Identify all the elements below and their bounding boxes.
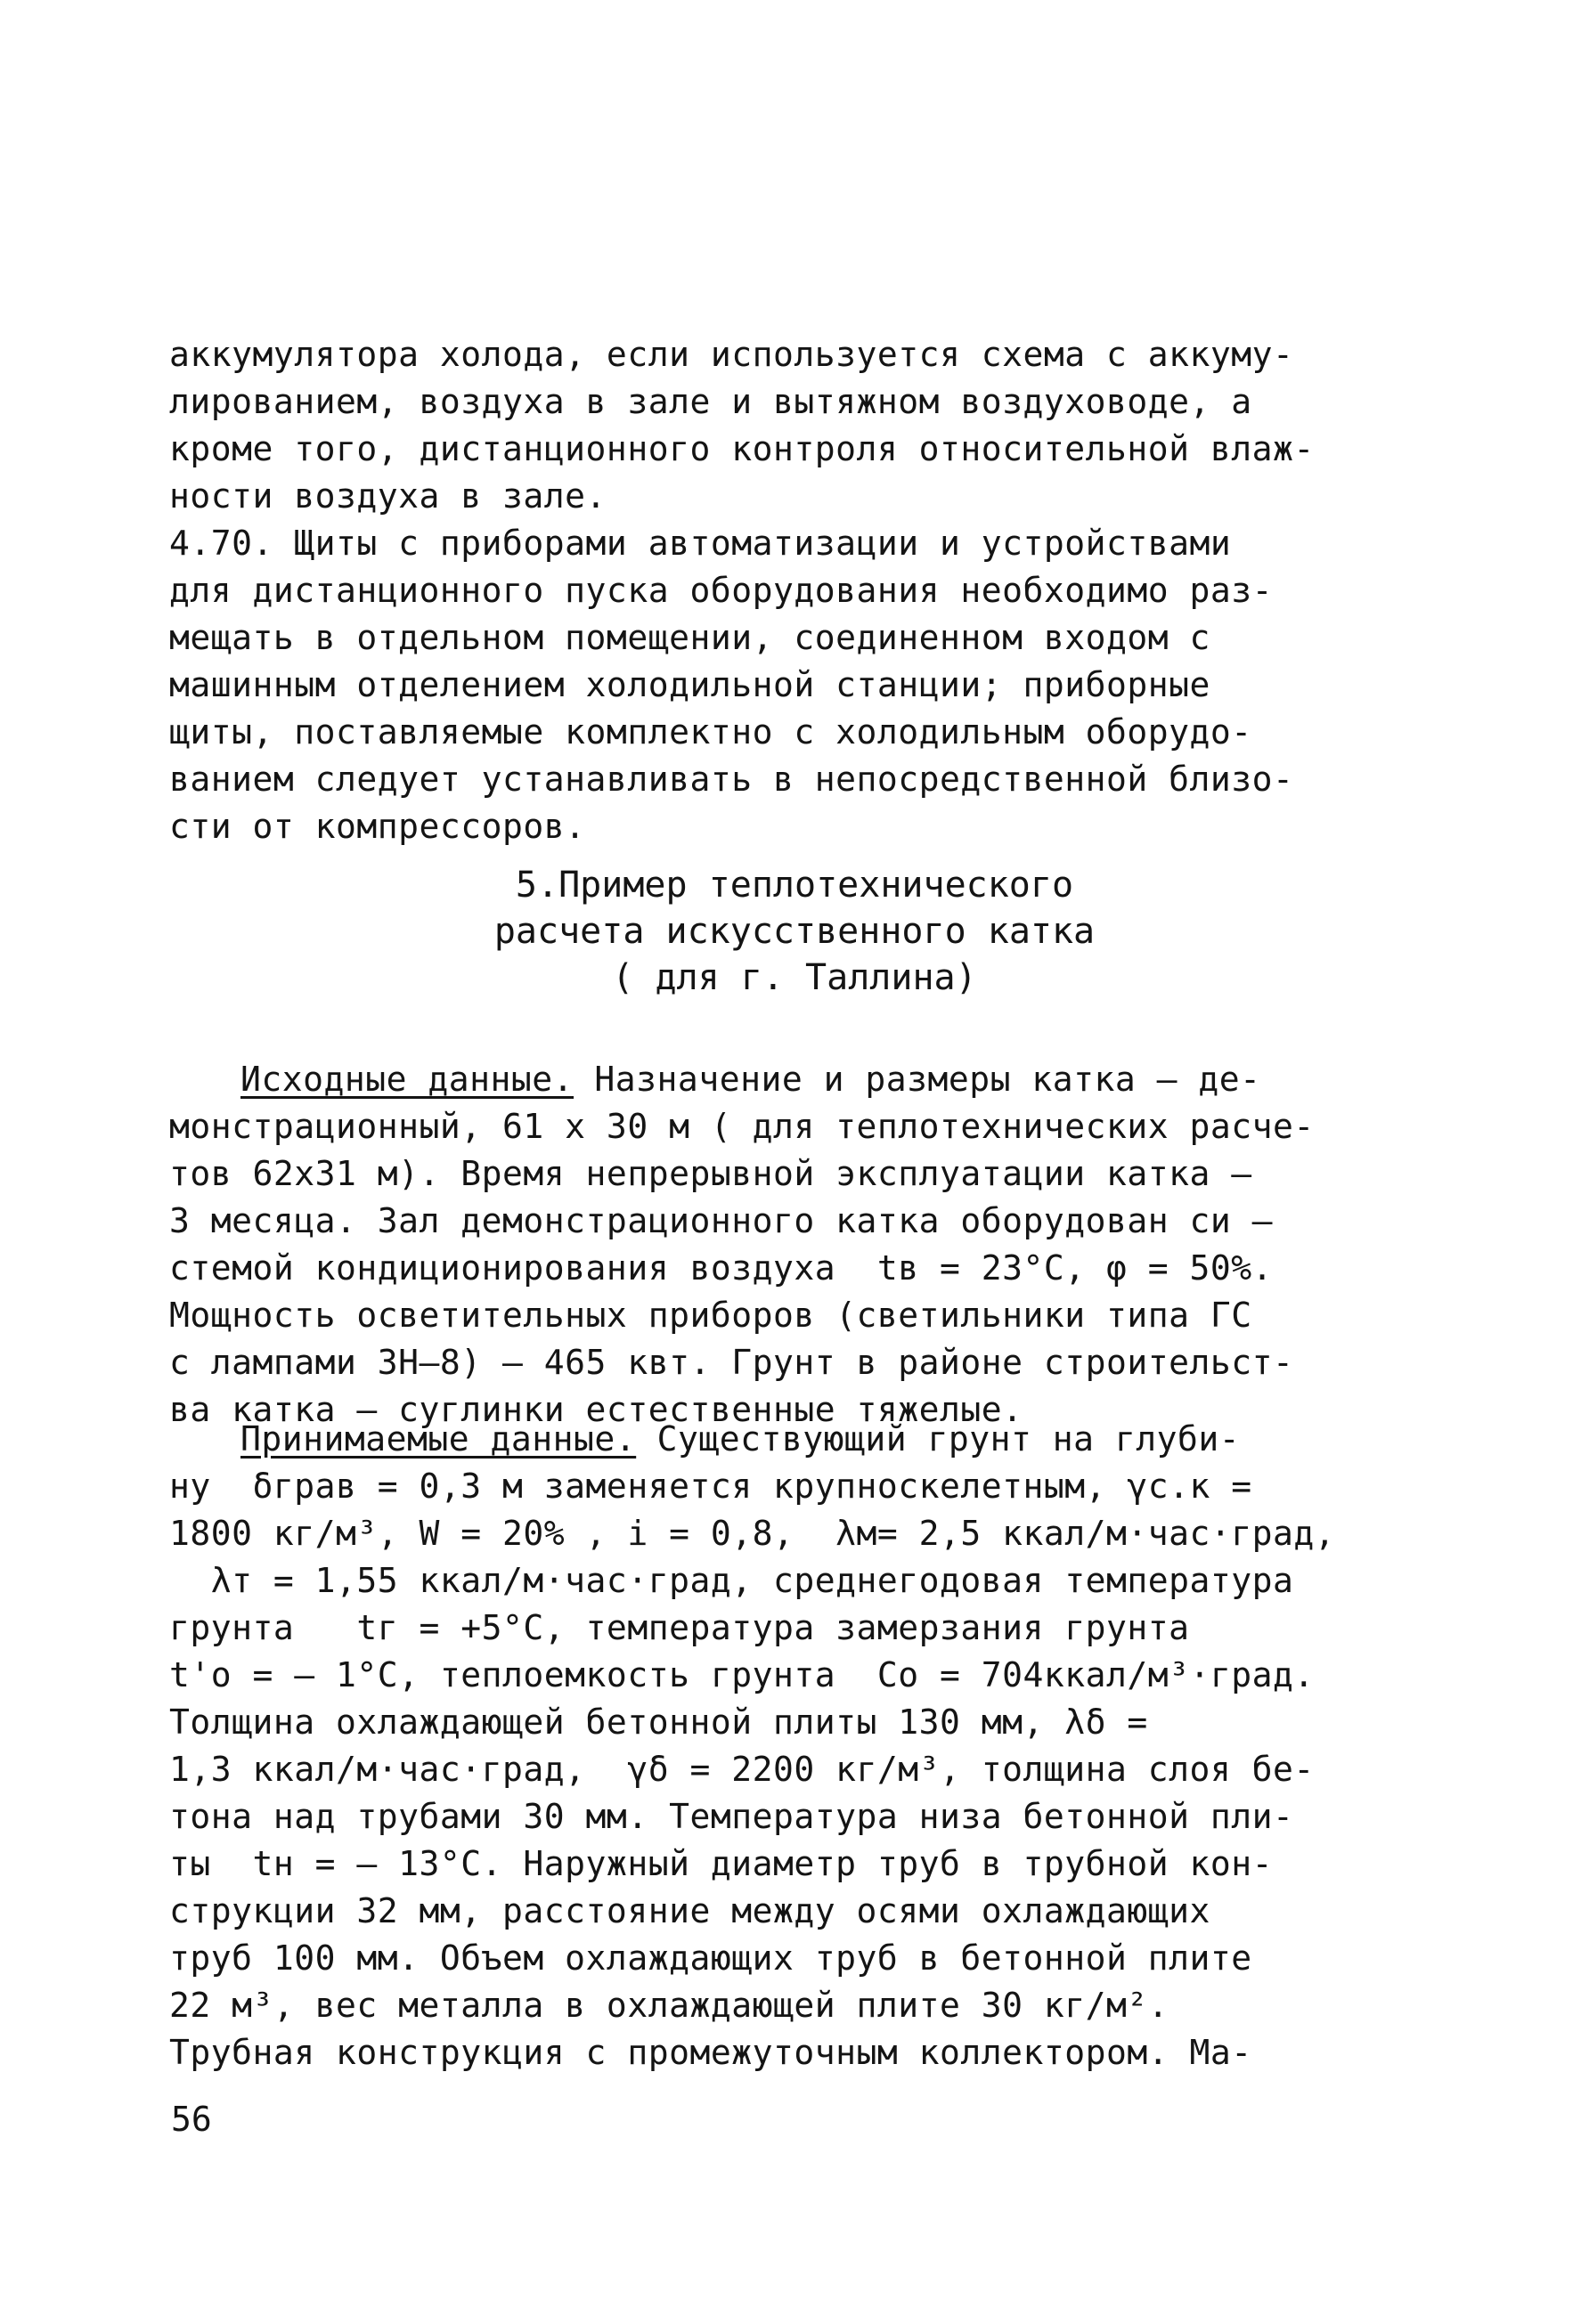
- text-line: машинным отделением холодильной станции; приборные: [169, 665, 1210, 704]
- page-number: 56: [171, 2100, 212, 2139]
- text-line: аккумулятора холода, если используется схема с аккуму-: [169, 335, 1294, 374]
- top-paragraph: [169, 331, 1416, 520]
- text-line: с лампами ЗН–8) – 465 квт. Грунт в районе строительст-: [169, 1343, 1294, 1382]
- text-line: тов 62х31 м). Время непрерывной эксплуатации катка –: [169, 1154, 1252, 1193]
- text-line: труб 100 мм. Объем охлаждающих труб в бетонной плите: [169, 1938, 1252, 1978]
- text-line: грунта tг = +5°С, температура замерзания грунта: [169, 1608, 1190, 1647]
- text-line: для дистанционного пуска оборудования необходимо раз-: [169, 571, 1274, 610]
- text-fragment: Существующий грунт на глуби-: [636, 1419, 1241, 1459]
- text-line: λт = 1,55 ккал/м·час·град, среднегодовая температура: [169, 1561, 1294, 1600]
- text-line: тона над трубами 30 мм. Температура низа бетонной пли-: [169, 1797, 1294, 1836]
- text-line: мещать в отдельном помещении, соединенном входом с: [169, 618, 1210, 657]
- text-line: 1,3 ккал/м·час·град, γδ = 2200 кг/м³, толщина слоя бе-: [169, 1750, 1315, 1789]
- heading-line: расчета искусственного катка: [493, 911, 1096, 952]
- heading-line: 5.Пример теплотехнического: [515, 865, 1074, 906]
- text-line: ты tн = – 13°С. Наружный диаметр труб в трубной кон-: [169, 1844, 1274, 1883]
- text-line: [169, 1056, 1416, 1103]
- initial-data-label: Исходные данные.: [240, 1060, 574, 1099]
- text-line: t'о = – 1°С, теплоемкость грунта Cо = 704ккал/м³·град.: [169, 1655, 1315, 1694]
- text-line: Мощность осветительных приборов (светильники типа ГС: [169, 1296, 1252, 1335]
- text-line: сти от компрессоров.: [169, 807, 586, 846]
- text-line: кроме того, дистанционного контроля относительной влаж-: [169, 429, 1315, 468]
- text-line: струкции 32 мм, расстояние между осями охлаждающих: [169, 1891, 1210, 1930]
- text-line: ва катка – суглинки естественные тяжелые.: [169, 1390, 1023, 1429]
- text-fragment: Назначение и размеры катка – де-: [574, 1060, 1261, 1099]
- clause-4-70: [169, 520, 1416, 850]
- text-line: 3 месяца. Зал демонстрационного катка оборудован си –: [169, 1201, 1274, 1240]
- text-line: ну δграв = 0,3 м заменяется крупноскелетным, γс.к =: [169, 1467, 1252, 1506]
- accepted-data-paragraph: [169, 1416, 1416, 2076]
- text-line: 4.70. Щиты с приборами автоматизации и устройствами: [169, 524, 1232, 563]
- accepted-data-label: Принимаемые данные.: [240, 1419, 637, 1459]
- text-line: 22 м³, вес металла в охлаждающей плите 30 кг/м².: [169, 1986, 1169, 2025]
- text-line: ванием следует устанавливать в непосредственной близо-: [169, 760, 1294, 799]
- heading-line: ( для г. Таллина): [612, 957, 977, 998]
- text-line: 1800 кг/м³, W = 20% , i = 0,8, λм= 2,5 ккал/м·час·град,: [169, 1514, 1336, 1553]
- text-line: [169, 1416, 1416, 1463]
- text-line: ности воздуха в зале.: [169, 476, 607, 516]
- text-line: лированием, воздуха в зале и вытяжном воздуховоде, а: [169, 382, 1252, 421]
- text-line: щиты, поставляемые комплектно с холодильным оборудо-: [169, 712, 1252, 752]
- text-line: стемой кондиционирования воздуха tв = 23°С, φ = 50%.: [169, 1248, 1274, 1288]
- text-line: Трубная конструкция с промежуточным коллектором. Ма-: [169, 2033, 1252, 2072]
- text-line: монстрационный, 61 х 30 м ( для теплотехнических расче-: [169, 1107, 1315, 1146]
- text-line: Толщина охлаждающей бетонной плиты 130 мм, λδ =: [169, 1702, 1148, 1742]
- section-heading: [0, 862, 1589, 1001]
